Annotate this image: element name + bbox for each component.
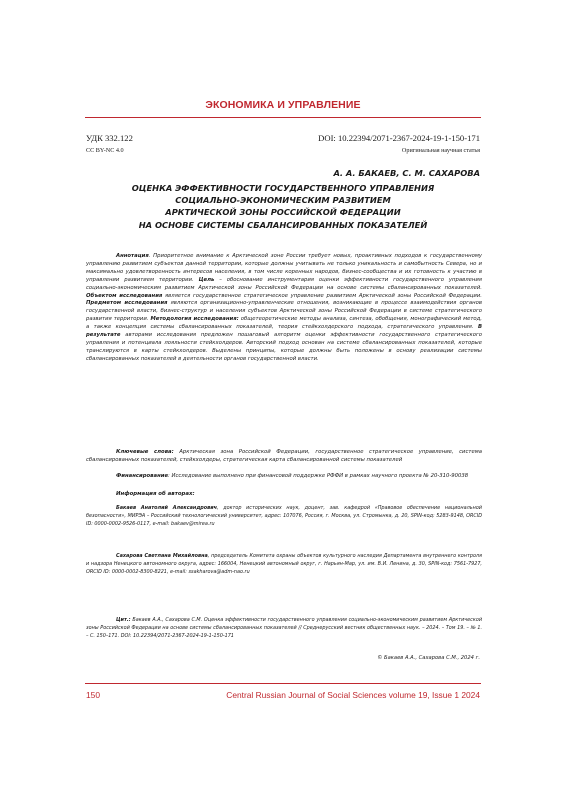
- footer-rule: [85, 683, 481, 684]
- abstract: [86, 253, 482, 364]
- title-line: ОЦЕНКА ЭФФЕКТИВНОСТИ ГОСУДАРСТВЕННОГО УПРАВЛЕНИЯ: [131, 183, 435, 193]
- methodology-label: Методология исследования:: [150, 316, 239, 323]
- keywords: [86, 449, 482, 465]
- author1-details: , доктор исторических наук, доцент, зав. кафедрой «Правовое обеспечение национальной безопасности», МИРЭА – Российский технологический университет, адрес: 107076, Россия, г. Москва, ул. Стромынка, д. 20, SPIN-код: 5283-9148, ORCID ID: 0000-0002-9526-0117, e-mail: bakaev@mirea.ru: [86, 505, 482, 527]
- keywords-text: Арктическая зона Российской Федерации, государственное стратегическое управление, система сбалансированных показателей, стейкхолдеры, стратегическая карта сбалансированной системы показателей: [86, 449, 482, 463]
- title-line: СОЦИАЛЬНО-ЭКОНОМИЧЕСКИМ РАЗВИТИЕМ: [175, 195, 391, 206]
- article-title: [86, 182, 480, 231]
- subject-text: являются организационно-управленческие отношения, возникающие в процессе взаимодействия органов государственной власти, бизнес-структур и населения субъектов Арктической зоны Российской Федерации в системе стратегического развития территории.: [86, 300, 482, 323]
- methodology-text: общетеоретические методы анализа, синтеза, обобщения, монографический метод, а также концепция системы сбалансированных показателей, теория стейкхолдерского подхода, стратегического управления.: [86, 316, 482, 331]
- authors: А. А. БАКАЕВ, С. М. САХАРОВА: [333, 168, 480, 178]
- results-text: авторами исследования предложен пошаговый алгоритм оценки эффективности государственного стратегического управления и потенциала лояльности стейкхолдеров. Авторский подход основан на системе сбалансированных показателей, которые транслируются в карты стейкхолдеров. Выделены принципы, которые должны быть положены в основу реализации системы сбалансированных показателей в деятельности органов государственной власти.: [86, 332, 482, 362]
- citation-label: Цит.:: [116, 617, 131, 623]
- citation: [86, 616, 482, 641]
- keywords-label: Ключевые слова:: [116, 449, 174, 455]
- author-info-1: [86, 505, 482, 529]
- funding-label: Финансирование: [116, 473, 169, 479]
- subject-label: Предметом исследования: [86, 300, 168, 307]
- title-line: НА ОСНОВЕ СИСТЕМЫ СБАЛАНСИРОВАННЫХ ПОКАЗАТЕЛЕЙ: [138, 219, 428, 230]
- author2-details: , председатель Комитета охраны объектов культурного наследия Департамента внутреннего контроля и надзора Ненецкого автономного округа, адрес: 166004, Ненецкий автономный округ, г. Нарьян-Мар, ул. им. В.И. Ленина, д. 30, SPIN-код: 7561-7927, ORCID ID: 0000-0002-8300-8221, e-mail: ssakharova@adm-nao.ru: [86, 553, 482, 575]
- article-type: Оригинальная научная статья: [401, 147, 480, 154]
- abstract-text: . Приоритетное внимание к Арктической зоне России требует новых, проактивных подходов к государственному управлению развитием субъектов данной территории, которые должны учитывать не только уникальность и самобытность Севера, но и максимально удовлетворенность интересов населения, в том числе коренных народов, бизнес-сообщества и их готовность к участию в управлении развитием территории.: [86, 253, 482, 283]
- object-text: является государственное стратегическое управление развитием Арктической зоны Российской Федерации.: [162, 292, 482, 299]
- funding-text: : Исследование выполнено при финансовой поддержке РФФИ в рамках научного проекта № 20-310-90038: [168, 473, 469, 479]
- license: CC BY-NC 4.0: [86, 147, 124, 154]
- citation-text: Бакаев А.А., Сахарова С.М. Оценка эффективности государственного управления социально-экономическим развитием Арктической зоны Российской Федерации на основе системы сбалансированных показателей // Среднерусский вестник общественных наук. – 2024. – Том 19. – № 1. – С. 150–171. DOI: 10.22394/2071-2367-2024-19-1-150-171: [86, 617, 482, 640]
- author-info-heading: Информация об авторах:: [116, 491, 195, 497]
- title-line: АРКТИЧЕСКОЙ ЗОНЫ РОССИЙСКОЙ ФЕДЕРАЦИИ: [165, 207, 401, 218]
- author2-name: Сахарова Светлана Михайловна: [116, 553, 208, 559]
- udk-code: УДК 332.122: [86, 133, 133, 143]
- object-label: Объектом исследования: [86, 292, 163, 299]
- author1-name: Бакаев Анатолий Александрович: [116, 505, 218, 511]
- goal-text: – обоснование инструментария оценки эффективности государственного управления социально-экономическим развитием Арктической зоны Российской Федерации на основе системы сбалансированных показателей.: [86, 276, 482, 291]
- page-number: 150: [86, 690, 100, 700]
- footer-journal-name: Central Russian Journal of Social Sciences volume 19, Issue 1 2024: [226, 690, 480, 700]
- abstract-label: Аннотация: [116, 253, 149, 259]
- section-header: ЭКОНОМИКА И УПРАВЛЕНИЕ: [205, 99, 361, 111]
- goal-label: Цель: [198, 276, 215, 283]
- author-info-2: [86, 553, 482, 577]
- doi: DOI: 10.22394/2071-2367-2024-19-1-150-171: [318, 133, 480, 143]
- funding: [86, 473, 482, 481]
- results-label: В результате: [86, 324, 482, 339]
- copyright: © Бакаев А.А., Сахарова С.М., 2024 г.: [377, 655, 480, 661]
- header-rule: [85, 117, 481, 118]
